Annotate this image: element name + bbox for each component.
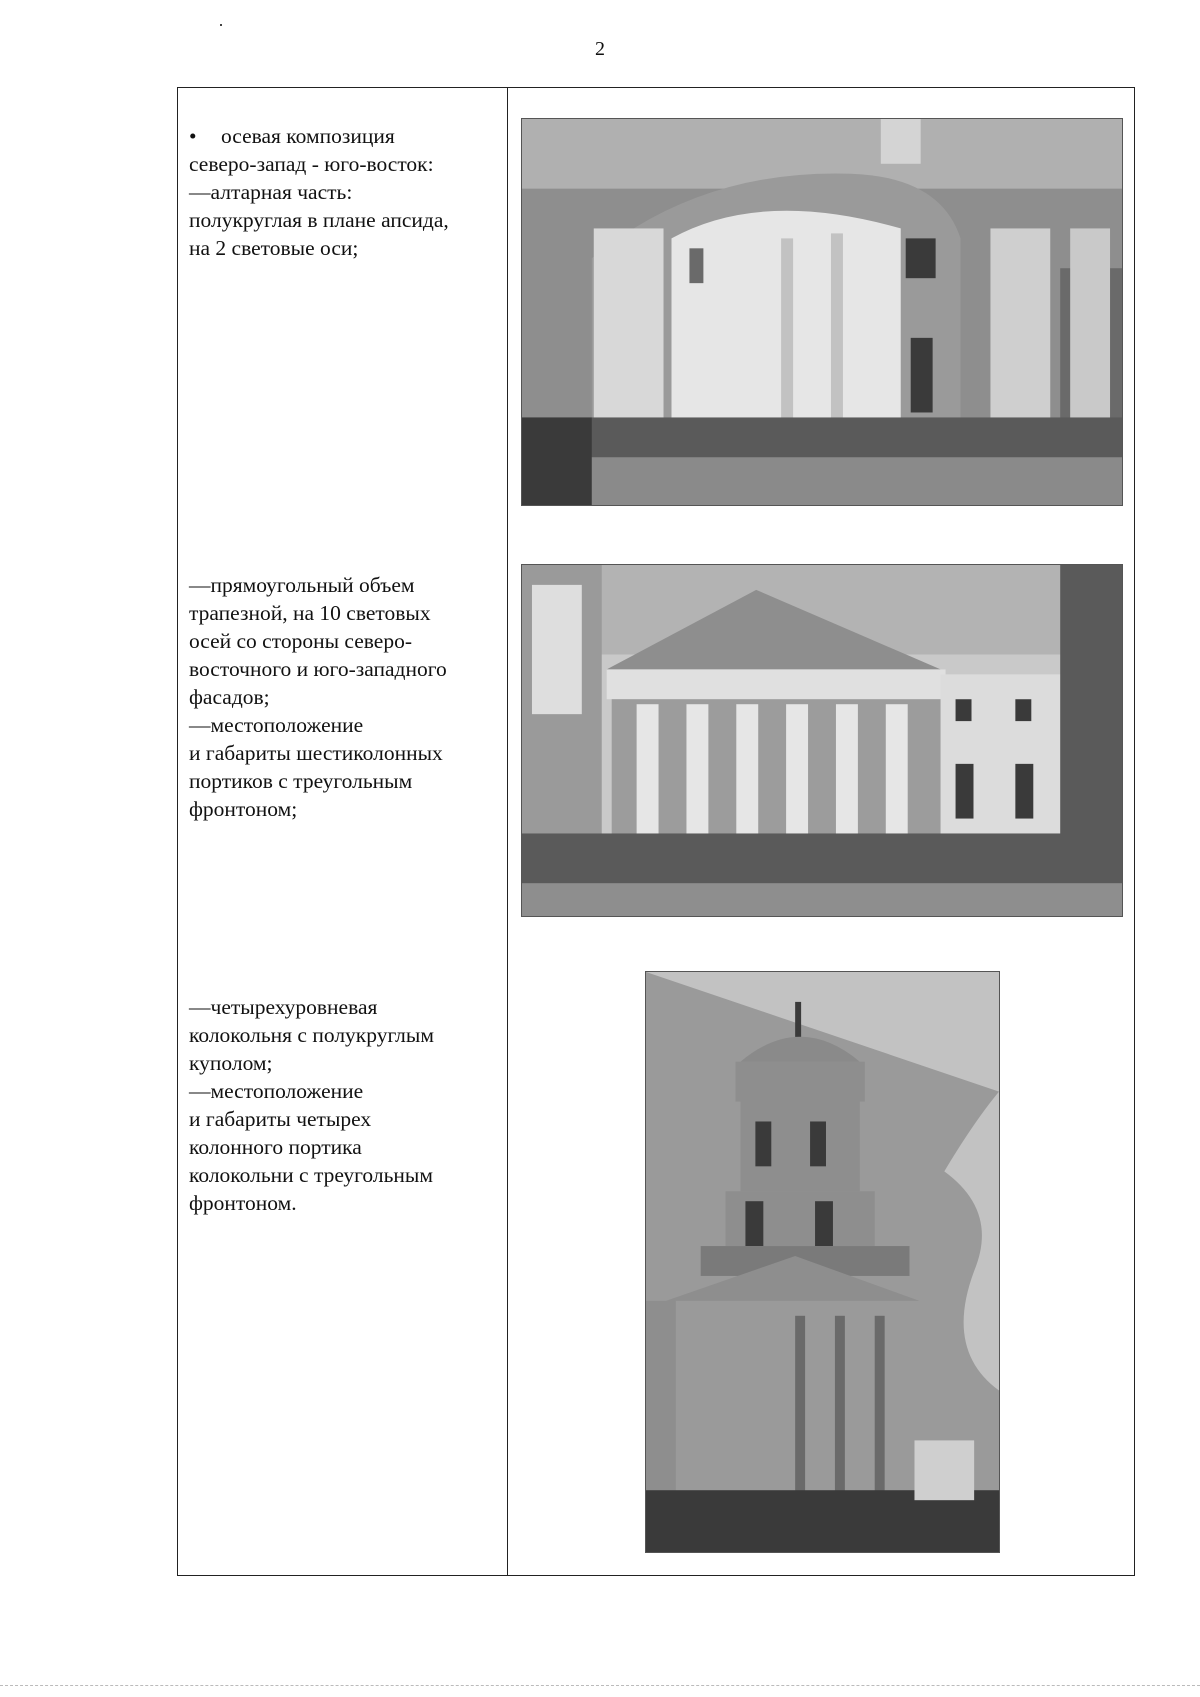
scan-edge-line [0, 1685, 1200, 1686]
row-3-line-1: — четырехуровневая [189, 993, 494, 1021]
row-3-description [189, 993, 494, 1217]
refectory-portico-photo [521, 564, 1123, 917]
refectory-portico-photo-drawing [522, 565, 1122, 916]
scan-speck [220, 24, 222, 26]
row-1-line-1: • осевая композиция [189, 122, 494, 150]
bell-tower-photo [645, 971, 1000, 1553]
row-1-description [189, 122, 494, 262]
row-2-line-3: осей со стороны северо- [189, 629, 412, 653]
apse-photo [521, 118, 1123, 506]
row-2-line-8: портиков с треугольным [189, 769, 413, 793]
column-divider [507, 88, 508, 1575]
row-2-line-4: восточного и юго-западного [189, 657, 447, 681]
apse-photo-drawing [522, 119, 1122, 505]
row-1-line-2: северо-запад - юго-восток: [189, 152, 434, 176]
row-3-line-3: куполом; [189, 1051, 273, 1075]
row-2-line-7: и габариты шестиколонных [189, 741, 443, 765]
row-2-line-6: — местоположение [189, 711, 494, 739]
row-3-line-4: — местоположение [189, 1077, 494, 1105]
row-3-line-6: колонного портика [189, 1135, 362, 1159]
row-3-line-8: фронтоном. [189, 1191, 297, 1215]
row-3-line-7: колокольни с треугольным [189, 1163, 433, 1187]
row-1-line-4: полукруглая в плане апсида, [189, 208, 449, 232]
row-2-line-9: фронтоном; [189, 797, 298, 821]
row-3-line-5: и габариты четырех [189, 1107, 372, 1131]
row-1-line-5: на 2 световые оси; [189, 236, 359, 260]
row-2-line-1: — прямоугольный объем [189, 571, 494, 599]
row-3-line-2: колокольня с полукруглым [189, 1023, 434, 1047]
row-2-line-2: трапезной, на 10 световых [189, 601, 431, 625]
row-2-line-5: фасадов; [189, 685, 270, 709]
bell-tower-photo-drawing [646, 972, 999, 1552]
description-table [177, 87, 1135, 1576]
page-number: 2 [595, 38, 605, 60]
row-1-line-3: — алтарная часть: [189, 178, 494, 206]
row-2-description [189, 571, 494, 823]
